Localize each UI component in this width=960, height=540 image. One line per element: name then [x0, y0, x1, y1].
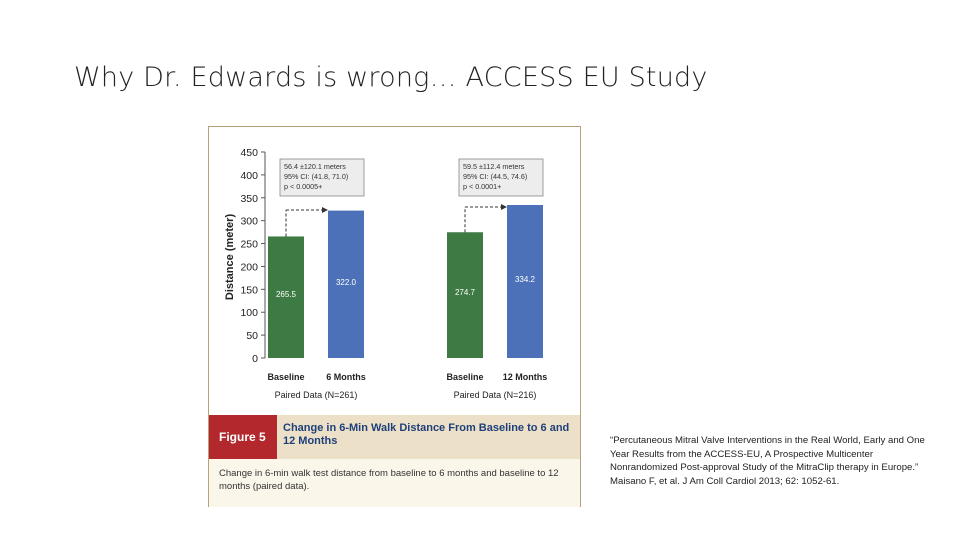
stat-annotation-line: p < 0.0001+ [463, 182, 502, 191]
slide-title: Why Dr. Edwards is wrong… ACCESS EU Study [74, 62, 708, 93]
y-tick-label: 350 [240, 192, 258, 205]
comparison-arrow-head [501, 204, 507, 210]
stat-annotation-line: 59.5 ±112.4 meters [463, 162, 525, 171]
y-tick-label: 400 [240, 169, 258, 182]
bar-value-label: 274.7 [454, 288, 476, 297]
y-tick-label: 150 [240, 284, 258, 297]
figure-caption [209, 415, 580, 507]
x-category-label: Baseline [267, 372, 305, 382]
stat-annotation-line: p < 0.0005+ [284, 182, 323, 191]
y-tick-label: 100 [240, 307, 258, 320]
y-tick-label: 250 [240, 238, 258, 251]
stat-annotation-line: 95% CI: (41.8, 71.0) [284, 172, 349, 181]
group-label: Paired Data (N=216) [453, 390, 537, 400]
x-category-label: 6 Months [326, 372, 366, 382]
y-tick-label: 50 [246, 330, 258, 343]
stat-annotation-line: 95% CI: (44.5, 74.6) [463, 172, 528, 181]
y-tick-label: 450 [240, 147, 258, 159]
bar-value-label: 265.5 [275, 290, 297, 299]
comparison-arrow-head [322, 207, 328, 213]
x-category-label: 12 Months [502, 372, 548, 382]
figure-body: Change in 6-min walk test distance from baseline to 6 months and baseline to 12 months (paired data). [209, 459, 580, 507]
stat-annotation-line: 56.4 ±120.1 meters [284, 162, 346, 171]
figure-label: Figure 5 [209, 415, 277, 459]
y-tick-label: 0 [252, 353, 258, 365]
y-tick-label: 300 [240, 215, 258, 228]
y-axis-label: Distance (meter) [224, 213, 236, 301]
bar-value-label: 334.2 [514, 275, 536, 284]
x-category-label: Baseline [446, 372, 484, 382]
figure-panel [208, 126, 581, 507]
figure-heading: Change in 6-Min Walk Distance From Baseline to 6 and 12 Months [277, 415, 580, 459]
citation: “Percutaneous Mitral Valve Interventions in the Real World, Early and One Year Results from the ACCESS-EU, A Prospective Multicenter Nonrandomized Post-approval Study of the MitraClip therapy in Europe.” Maisano F, et al. J Am Coll Cardiol 2013; 62: 1052-61. [610, 435, 925, 487]
bar-value-label: 322.0 [335, 278, 357, 287]
group-label: Paired Data (N=261) [274, 390, 358, 400]
y-tick-label: 200 [240, 261, 258, 274]
bar-chart [209, 127, 580, 415]
